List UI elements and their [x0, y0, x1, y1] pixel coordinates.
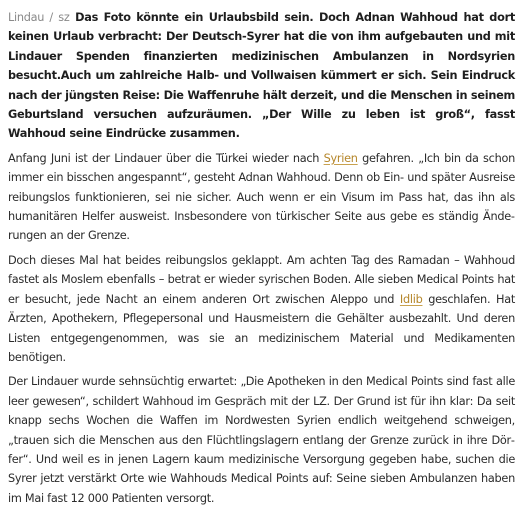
lead-paragraph: [8, 8, 515, 144]
link-idlib[interactable]: Idlib: [399, 292, 423, 306]
body-paragraph-2: [8, 251, 515, 367]
body-paragraph-3: [8, 372, 515, 508]
body-paragraph-1: [8, 149, 515, 246]
paragraph-text: geschlafen. Hat Ärzten, Apothekern, Pflegepersonal und Hausmeistern die Gehälter ausbezahlt. Und deren Listen entgegengenommen, was sie an medizinischem Material und Medikamenten benötigen.: [8, 292, 515, 364]
dateline: Lindau / sz: [8, 11, 70, 24]
paragraph-text: Doch dieses Mal hat beides reibungslos geklappt. Am achten Tag des Ramadan – Wahhoud fastet als Moslem ebenfalls – betrat er wieder syrischen Boden. Alle sieben Medical Points hat er besucht, jede Nacht an einem anderen Ort zwischen Aleppo und: [8, 253, 515, 306]
paragraph-text: Der Lindauer wurde sehnsüchtig erwartet: „Die Apotheken in den Medical Points sind fast alle leer gewesen“, schildert Wahhoud im Gespräch mit der LZ. Der Grund ist für ihn klar: Da seit knapp sechs Wochen die Waffen im Nordwesten Syrien endlich weitgehend schweigen, „trauen sich die Menschen aus den Flüchtlingslagern entlang der Grenze zurück in ihre Dörfer“. Und weil es in jenen Lagern kaum medizinische Versorgung gegeben habe, suchen die Syrer jetzt verstärkt Orte wie Wahhouds Medical Points auf: Seine sieben Ambulanzen haben im Mai fast 12 000 Patienten versorgt.: [8, 375, 515, 505]
lead-text: Das Foto könnte ein Urlaubsbild sein. Doch Adnan Wahhoud hat dort keinen Urlaub verbracht: Der Deutsch-Syrer hat die von ihm aufgebauten und mit Lindauer Spenden finanzierten medizinischen Ambulanzen in Nordsyrien besucht.Auch um zahlreiche Halb- und Vollwaisen kümmert er sich. Sein Eindruck nach der jüngsten Reise: Die Waffenruhe hält derzeit, und die Menschen in seinem Geburtsland versuchen aufzuräumen. „Der Wille zu leben ist groß“, fasst Wahhoud seine Eindrücke zusammen.: [8, 11, 516, 141]
paragraph-text: Anfang Juni ist der Lindauer über die Türkei wieder nach: [8, 151, 324, 165]
paragraph-text: gefahren. „Ich bin da schon immer ein bisschen angespannt“, gesteht Adnan Wahhoud. Denn ob Ein- und später Ausreise reibungslos funktionieren, sei nie sicher. Auch wenn er ein Visum im Pass hat, das ihn als humanitären Helfer ausweist. Insbesondere von türkischer Seite aus gebe es ständig Änderungen an der Grenze.: [8, 151, 515, 243]
link-syrien[interactable]: Syrien: [323, 151, 358, 165]
